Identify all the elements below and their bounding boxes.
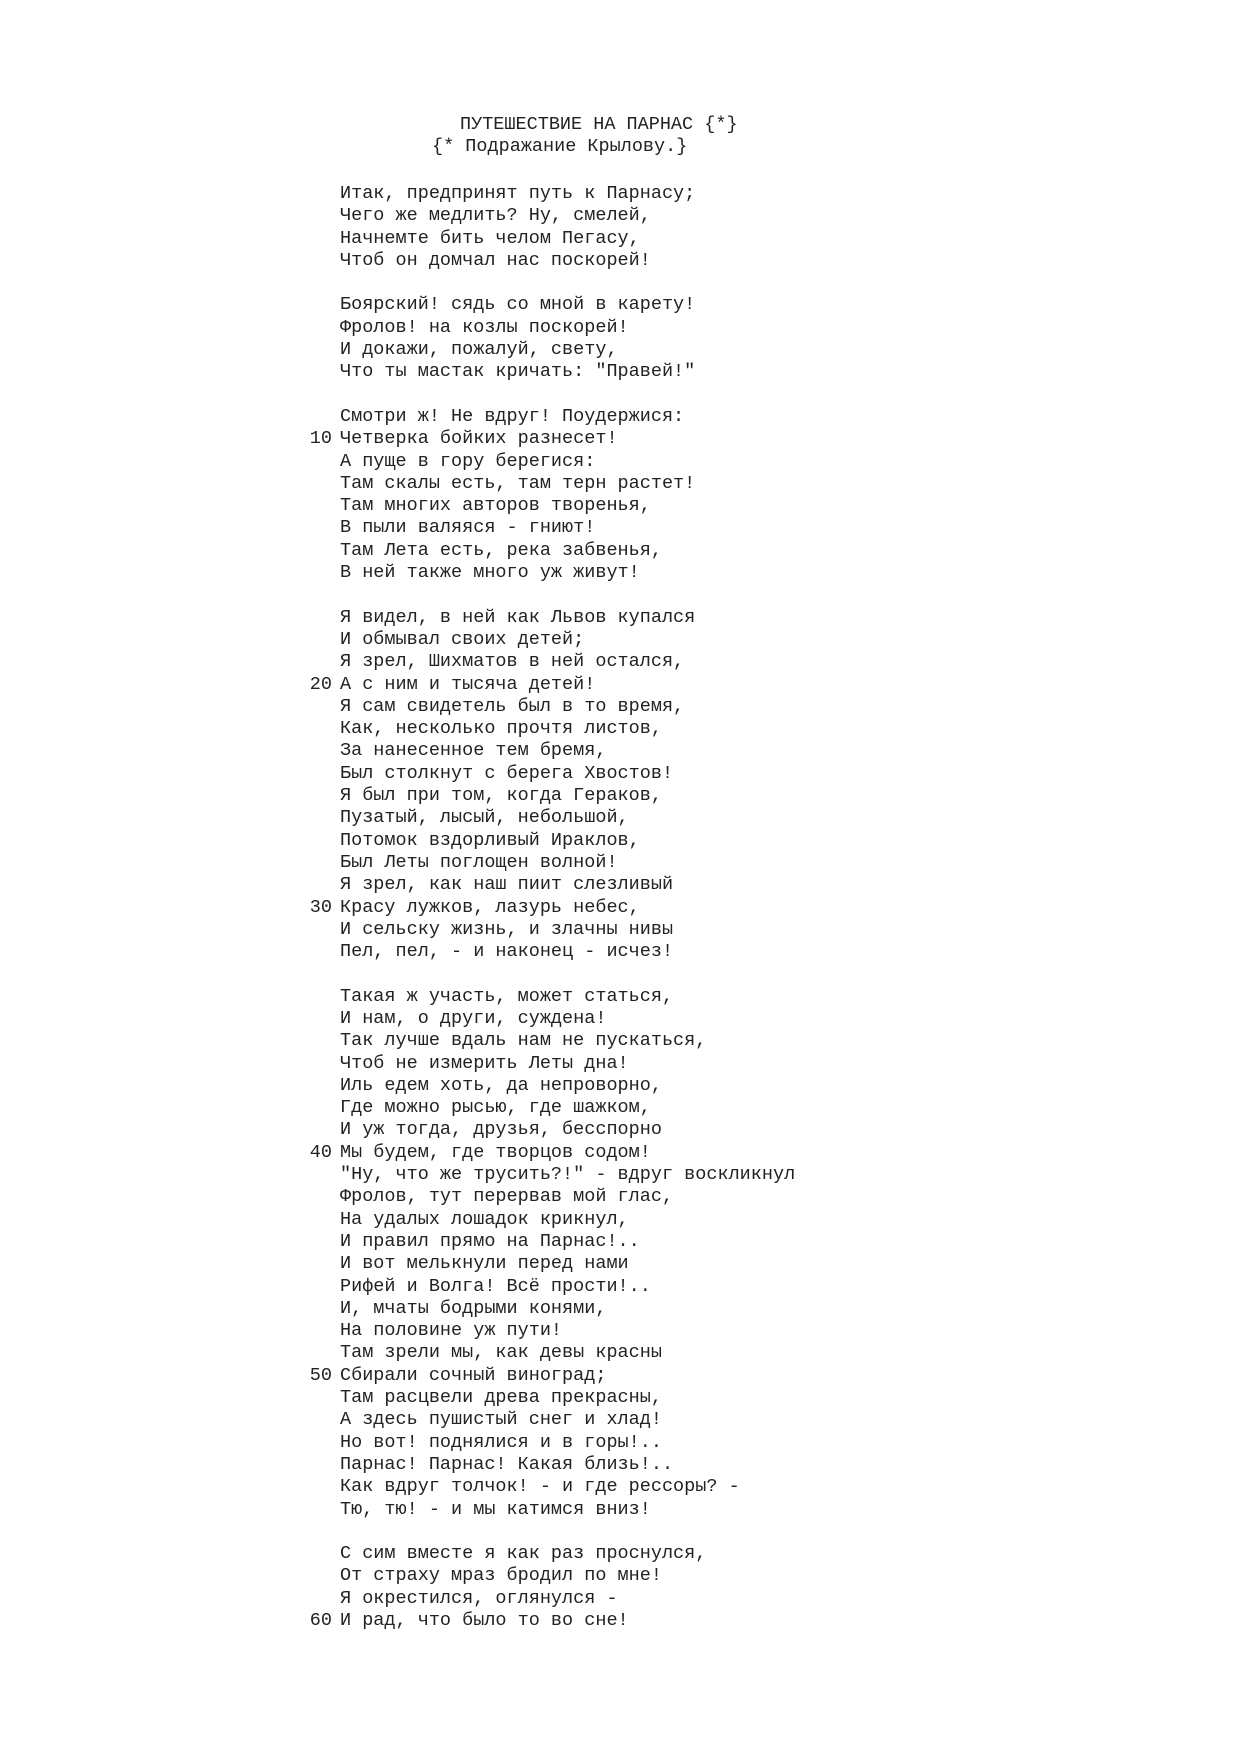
poem-line xyxy=(340,807,1220,829)
line-text: Потомок вздорливый Ираклов, xyxy=(340,829,640,851)
poem-line xyxy=(340,339,1220,361)
poem-line xyxy=(309,1141,1220,1164)
line-text: Чего же медлить? Ну, смелей, xyxy=(340,205,651,227)
line-text: Там расцвели древа прекрасны, xyxy=(340,1387,662,1409)
poem-line xyxy=(340,228,1220,250)
line-text: Четверка бойких разнесет! xyxy=(340,428,618,450)
poem-line xyxy=(340,183,1220,205)
poem-line xyxy=(340,406,1220,428)
line-text: Пел, пел, - и наконец - исчез! xyxy=(340,941,674,963)
line-text: Начнемте бить челом Пегасу, xyxy=(340,227,640,249)
poem-subtitle-note: {* Подражание Крылову.} xyxy=(432,136,688,158)
line-text: Сбирали сочный виноград; xyxy=(340,1364,607,1386)
line-text: На удалых лошадок крикнул, xyxy=(340,1208,629,1230)
poem-line xyxy=(340,1186,1220,1208)
line-text: В пыли валяяся - гниют! xyxy=(340,517,596,539)
stanza xyxy=(309,405,1220,584)
line-text: Что ты мастак кричать: "Правей!" xyxy=(340,361,696,383)
poem-line xyxy=(340,1499,1220,1521)
line-text: Там скалы есть, там терн растет! xyxy=(340,472,696,494)
line-text: Там Лета есть, река забвенья, xyxy=(340,539,662,561)
line-text: Пузатый, лысый, небольшой, xyxy=(340,807,629,829)
line-text: И обмывал своих детей; xyxy=(340,628,585,650)
poem-line xyxy=(309,673,1220,696)
poem-line xyxy=(340,629,1220,651)
poem-line xyxy=(340,1432,1220,1454)
line-text: От страху мраз бродил по мне! xyxy=(340,1565,662,1587)
line-text: Как, несколько прочтя листов, xyxy=(340,718,662,740)
stanza xyxy=(309,606,1220,964)
line-text: За нанесенное тем бремя, xyxy=(340,740,607,762)
poem-line xyxy=(309,428,1220,450)
poem-line xyxy=(340,451,1220,473)
line-text: И сельску жизнь, и злачны нивы xyxy=(340,918,674,940)
line-text: Чтоб он домчал нас поскорей! xyxy=(340,249,651,271)
line-text: И вот мелькнули перед нами xyxy=(340,1253,629,1275)
line-text: Мы будем, где творцов содом! xyxy=(340,1141,651,1163)
line-text: Я зрел, как наш пиит слезливый xyxy=(340,874,674,896)
line-text: И докажи, пожалуй, свету, xyxy=(340,339,618,361)
line-text: А пуще в гору берегися: xyxy=(340,450,596,472)
line-text: На половине уж пути! xyxy=(340,1320,563,1342)
poem-line xyxy=(340,1231,1220,1253)
stanza xyxy=(340,183,1220,272)
line-text: Был Леты поглощен волной! xyxy=(340,851,618,873)
line-text: Был столкнут с берега Хвостов! xyxy=(340,762,674,784)
poem-line xyxy=(309,1364,1220,1387)
line-text: И правил прямо на Парнас!.. xyxy=(340,1230,640,1252)
line-text: Красу лужков, лазурь небес, xyxy=(340,896,640,918)
line-text: Где можно рысью, где шажком, xyxy=(340,1097,651,1119)
line-text: Так лучше вдаль нам не пускаться, xyxy=(340,1030,707,1052)
poem-line xyxy=(340,562,1220,584)
line-text: И, мчаты бодрыми конями, xyxy=(340,1297,607,1319)
poem-line xyxy=(340,294,1220,316)
line-text: Фролов! на козлы поскорей! xyxy=(340,316,629,338)
poem-line xyxy=(340,1387,1220,1409)
line-text: Фролов, тут перервав мой глас, xyxy=(340,1186,674,1208)
poem-line xyxy=(340,1164,1220,1186)
poem-line xyxy=(340,1298,1220,1320)
line-number: 10 xyxy=(309,428,332,450)
line-text: С сим вместе я как раз проснулся, xyxy=(340,1543,707,1565)
poem-line xyxy=(340,250,1220,272)
line-text: Там зрели мы, как девы красны xyxy=(340,1342,662,1364)
line-text: Но вот! поднялися и в горы!.. xyxy=(340,1431,662,1453)
poem-line xyxy=(340,852,1220,874)
line-text: Смотри ж! Не вдруг! Поудержися: xyxy=(340,405,685,427)
line-text: А здесь пушистый снег и хлад! xyxy=(340,1409,662,1431)
line-text: Там многих авторов творенья, xyxy=(340,495,651,517)
line-text: Как вдруг толчок! - и где рессоры? - xyxy=(340,1476,740,1498)
poem-line xyxy=(340,1053,1220,1075)
poem-line xyxy=(340,317,1220,339)
line-text: Тю, тю! - и мы катимся вниз! xyxy=(340,1498,651,1520)
poem-line xyxy=(340,740,1220,762)
line-text: В ней также много уж живут! xyxy=(340,562,640,584)
line-text: Иль едем хоть, да непроворно, xyxy=(340,1074,662,1096)
poem-line xyxy=(340,763,1220,785)
poem-line xyxy=(340,1320,1220,1342)
line-text: Я окрестился, оглянулся - xyxy=(340,1587,618,1609)
poem-line xyxy=(340,361,1220,383)
poem-line xyxy=(340,1008,1220,1030)
poem-line xyxy=(340,718,1220,740)
poem-line xyxy=(340,1565,1220,1587)
poem-line xyxy=(340,1588,1220,1610)
line-text: Парнас! Парнас! Какая близь!.. xyxy=(340,1453,674,1475)
poem-line xyxy=(340,1209,1220,1231)
stanza xyxy=(340,294,1220,383)
poem-line xyxy=(340,607,1220,629)
poem-line xyxy=(340,919,1220,941)
line-text: Я сам свидетель был в то время, xyxy=(340,695,685,717)
poem-line xyxy=(340,1342,1220,1364)
poem-line xyxy=(340,1075,1220,1097)
line-text: И нам, о други, суждена! xyxy=(340,1007,607,1029)
line-number: 50 xyxy=(309,1364,332,1386)
poem-line xyxy=(309,1610,1220,1632)
line-text: Рифей и Волга! Всё прости!.. xyxy=(340,1275,651,1297)
line-text: "Ну, что же трусить?!" - вдруг воскликнул xyxy=(340,1164,796,1186)
poem-title: ПУТЕШЕСТВИЕ НА ПАРНАС {*} xyxy=(460,114,738,135)
poem-line xyxy=(340,205,1220,227)
line-number: 40 xyxy=(309,1141,332,1163)
poem-line xyxy=(340,1119,1220,1141)
poem-line xyxy=(340,874,1220,896)
line-text: Я зрел, Шихматов в ней остался, xyxy=(340,651,685,673)
stanza xyxy=(309,1543,1220,1632)
poem-line xyxy=(340,473,1220,495)
poem-line xyxy=(340,1276,1220,1298)
poem-line xyxy=(340,986,1220,1008)
poem-line xyxy=(340,1543,1220,1565)
line-text: Итак, предпринят путь к Парнасу; xyxy=(340,183,696,204)
title-block xyxy=(0,114,1242,159)
line-text: Чтоб не измерить Леты дна! xyxy=(340,1052,629,1074)
line-text: И рад, что было то во сне! xyxy=(340,1610,629,1631)
line-text: А с ним и тысяча детей! xyxy=(340,673,596,695)
poem-line xyxy=(340,495,1220,517)
poem-line xyxy=(340,540,1220,562)
line-number: 60 xyxy=(309,1610,332,1631)
line-number: 20 xyxy=(309,673,332,695)
poem-line xyxy=(340,1454,1220,1476)
poem-line xyxy=(340,1476,1220,1498)
poem-line xyxy=(309,896,1220,919)
line-text: Я был при том, когда Гераков, xyxy=(340,785,662,807)
poem-line xyxy=(340,785,1220,807)
poem-body xyxy=(309,183,1220,1655)
poem-line xyxy=(340,1409,1220,1431)
line-text: И уж тогда, друзья, бесспорно xyxy=(340,1119,662,1141)
poem-line xyxy=(340,651,1220,673)
line-text: Боярский! сядь со мной в карету! xyxy=(340,294,696,316)
poem-line xyxy=(340,517,1220,539)
line-text: Я видел, в ней как Львов купался xyxy=(340,606,696,628)
poem-line xyxy=(340,1030,1220,1052)
stanza xyxy=(309,985,1220,1521)
poem-line xyxy=(340,696,1220,718)
poem-line xyxy=(340,830,1220,852)
poem-line xyxy=(340,1253,1220,1275)
line-number: 30 xyxy=(309,896,332,918)
poem-line xyxy=(340,941,1220,963)
poem-line xyxy=(340,1097,1220,1119)
line-text: Такая ж участь, может статься, xyxy=(340,985,674,1007)
